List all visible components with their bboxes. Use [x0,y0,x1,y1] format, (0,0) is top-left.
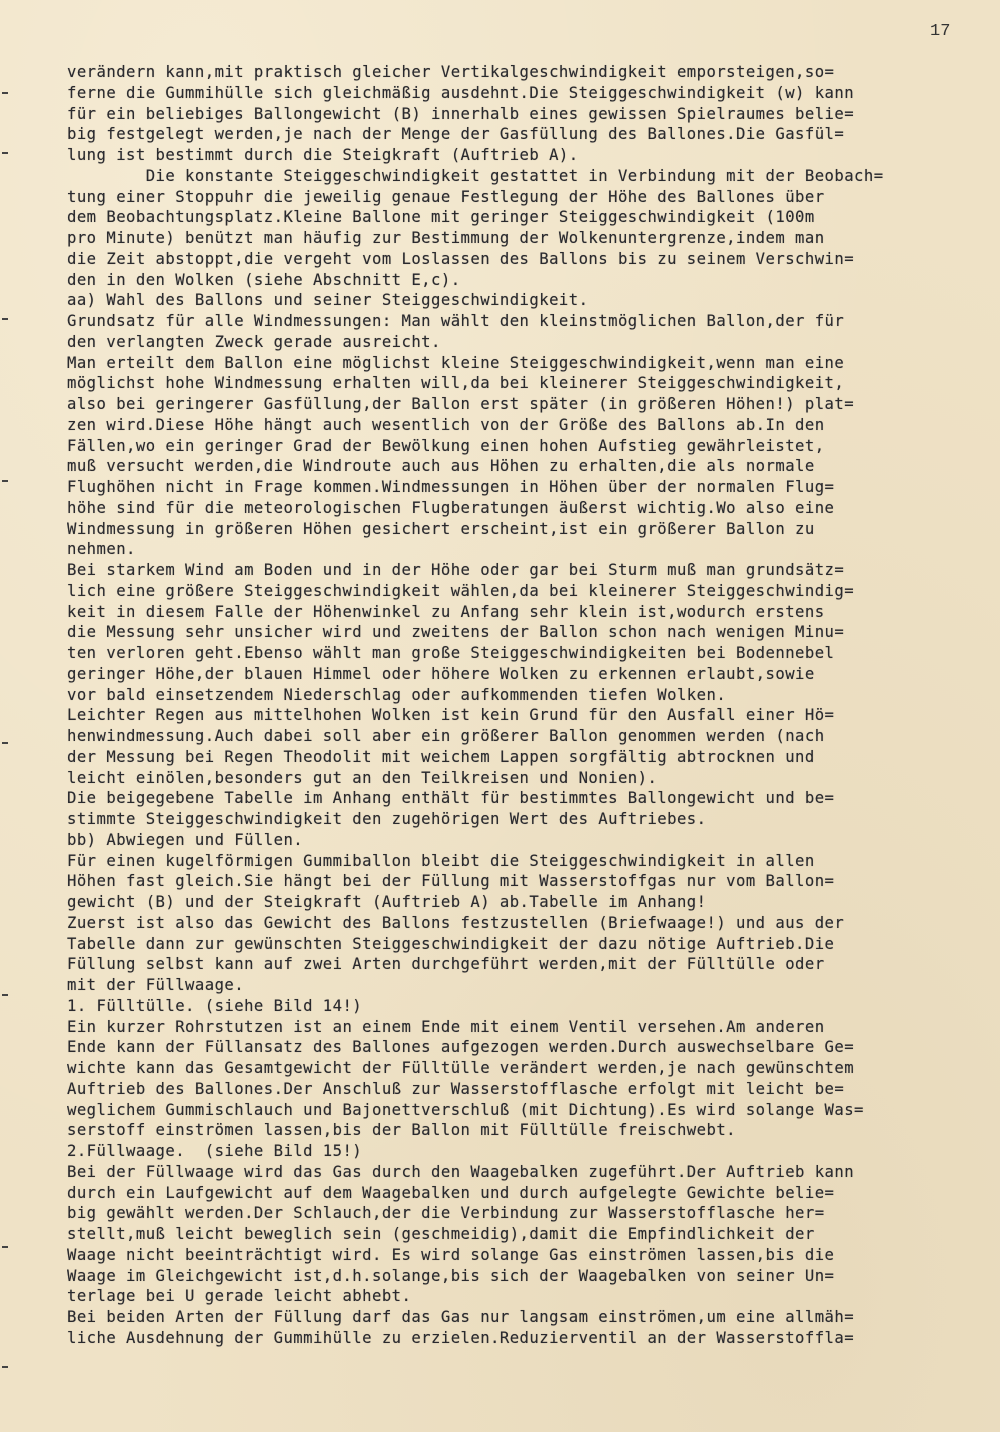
margin-mark [2,994,8,996]
text-line: lung ist bestimmt durch die Steigkraft (Auftrieb A). [67,146,579,164]
text-line: Fällen,wo ein geringer Grad der Bewölkung einen hohen Aufstieg gewährleistet, [67,436,825,455]
text-line: geringer Höhe,der blauen Himmel oder höhere Wolken zu erkennen erlaubt,sowie [67,664,815,683]
page-number: 17 [930,22,951,41]
text-line: weglichem Gummischlauch und Bajonettverschluß (mit Dichtung).Es wird solange Was= [67,1100,864,1119]
section-heading-aa: aa) Wahl des Ballons und seiner Steiggeschwindigkeit. [67,291,589,310]
text-line: gewicht (B) und der Steigkraft (Auftrieb A) ab.Tabelle im Anhang! [67,893,707,911]
text-line: verändern kann,mit praktisch gleicher Vertikalgeschwindigkeit emporsteigen,so= [67,63,835,81]
margin-mark [2,742,8,744]
text-line: Waage im Gleichgewicht ist,d.h.solange,bis sich der Waagebalken von seiner Un= [67,1266,835,1285]
margin-mark [2,92,8,94]
text-line: den verlangten Zweck gerade ausreicht. [67,332,441,351]
text-line: die Messung sehr unsicher wird und zweitens der Ballon schon nach wenigen Minu= [67,623,845,642]
text-line: Ende kann der Füllansatz des Ballones aufgezogen werden.Durch auswechselbare Ge= [67,1038,855,1057]
text-line: Bei starkem Wind am Boden und in der Höhe oder gar bei Sturm muß man grundsätz= [67,561,845,579]
subsection-heading-fuelltuelle: 1. Fülltülle. (siehe Bild 14!) [67,996,363,1015]
text-line: Füllung selbst kann auf zwei Arten durchgeführt werden,mit der Fülltülle oder [67,955,825,974]
text-line: Flughöhen nicht in Frage kommen.Windmessungen in Höhen über der normalen Flug= [67,478,835,496]
text-line: dem Beobachtungsplatz.Kleine Ballone mit geringer Steiggeschwindigkeit (100m [67,208,815,227]
text-line: Höhen fast gleich.Sie hängt bei der Füllung mit Wasserstoffgas nur vom Ballon= [67,872,835,891]
text-line: für ein beliebiges Ballongewicht (B) innerhalb eines gewissen Spielraumes belie= [67,104,855,123]
margin-punch-marks [0,0,20,1432]
text-line: Bei beiden Arten der Füllung darf das Gas nur langsam einströmen,um eine allmäh= [67,1308,855,1326]
text-line: Die beigegebene Tabelle im Anhang enthält für bestimmtes Ballongewicht und be= [67,789,835,808]
margin-mark [2,1366,8,1368]
text-line: ten verloren geht.Ebenso wählt man große Steiggeschwindigkeiten bei Bodennebel [67,644,835,662]
margin-mark [2,318,8,320]
typed-text-block [67,62,992,1349]
text-line: durch ein Laufgewicht auf dem Waagebalken und durch aufgelegte Gewichte belie= [67,1183,835,1202]
text-line: Für einen kugelförmigen Gummiballon bleibt die Steiggeschwindigkeit in allen [67,851,815,870]
text-line: höhe sind für die meteorologischen Flugberatungen äußerst wichtig.Wo also eine [67,498,835,517]
text-line: Ein kurzer Rohrstutzen ist an einem Ende mit einem Ventil versehen.Am anderen [67,1017,825,1036]
text-line: nehmen. [67,540,136,559]
text-line: die Zeit abstoppt,die vergeht vom Loslassen des Ballons bis zu seinem Verschwin= [67,249,855,268]
text-line: möglichst hohe Windmessung erhalten will,da bei kleinerer Steiggeschwindigkeit, [67,374,845,393]
text-line: terlage bei U gerade leicht abhebt. [67,1287,412,1306]
text-line: Bei der Füllwaage wird das Gas durch den Waagebalken zugeführt.Der Auftrieb kann [67,1162,855,1181]
text-line: Man erteilt dem Ballon eine möglichst kleine Steiggeschwindigkeit,wenn man eine [67,353,845,372]
section-heading-bb: bb) Abwiegen und Füllen. [67,830,304,849]
margin-mark [2,480,8,482]
text-line: stellt,muß leicht beweglich sein (geschmeidig),damit die Empfindlichkeit der [67,1225,815,1243]
text-line: Zuerst ist also das Gewicht des Ballons festzustellen (Briefwaage!) und aus der [67,913,845,932]
text-line: lich eine größere Steiggeschwindigkeit wählen,da bei kleinerer Steiggeschwindig= [67,581,855,600]
text-line: zen wird.Diese Höhe hängt auch wesentlich von der Größe des Ballons ab.In den [67,415,825,434]
text-line: Die konstante Steiggeschwindigkeit gestattet in Verbindung mit der Beobach= [67,166,884,185]
text-line: ferne die Gummihülle sich gleichmäßig ausdehnt.Die Steiggeschwindigkeit (w) kann [67,83,855,102]
text-line: mit der Füllwaage. [67,976,245,994]
text-line: Windmessung in größeren Höhen gesichert erscheint,ist ein größerer Ballon zu [67,519,815,538]
text-line: Auftrieb des Ballones.Der Anschluß zur Wasserstofflasche erfolgt mit leicht be= [67,1079,845,1098]
subsection-heading-fuellwaage: 2.Füllwaage. (siehe Bild 15!) [67,1142,363,1160]
text-line: wichte kann das Gesamtgewicht der Fülltülle verändert werden,je nach gewünschtem [67,1059,855,1077]
text-line: den in den Wolken (siehe Abschnitt E,c). [67,270,461,289]
text-line: stimmte Steiggeschwindigkeit den zugehörigen Wert des Auftriebes. [67,810,707,828]
text-line: tung einer Stoppuhr die jeweilig genaue Festlegung der Höhe des Ballones über [67,187,825,206]
text-line: Tabelle dann zur gewünschten Steiggeschwindigkeit der dazu nötige Auftrieb.Die [67,934,835,953]
text-line: leicht einölen,besonders gut an den Teilkreisen und Nonien). [67,768,658,787]
text-line: Grundsatz für alle Windmessungen: Man wählt den kleinstmöglichen Ballon,der für [67,312,845,330]
margin-mark [2,1246,8,1248]
text-line: also bei geringerer Gasfüllung,der Ballon erst später (in größeren Höhen!) plat= [67,395,855,413]
text-line: Leichter Regen aus mittelhohen Wolken ist kein Grund für den Ausfall einer Hö= [67,706,835,725]
text-line: liche Ausdehnung der Gummihülle zu erzielen.Reduzierventil an der Wasserstoffla= [67,1328,855,1347]
text-line: pro Minute) benützt man häufig zur Bestimmung der Wolkenuntergrenze,indem man [67,229,825,247]
text-line: keit in diesem Falle der Höhenwinkel zu Anfang sehr klein ist,wodurch erstens [67,602,825,621]
text-line: Waage nicht beeinträchtigt wird. Es wird solange Gas einströmen lassen,bis die [67,1245,835,1264]
text-line: big gewählt werden.Der Schlauch,der die Verbindung zur Wasserstofflasche her= [67,1204,825,1223]
text-line: vor bald einsetzendem Niederschlag oder aufkommenden tiefen Wolken. [67,685,727,704]
text-line: big festgelegt werden,je nach der Menge der Gasfüllung des Ballones.Die Gasfül= [67,125,845,144]
text-line: der Messung bei Regen Theodolit mit weichem Lappen sorgfältig abtrocknen und [67,747,815,766]
text-line: henwindmessung.Auch dabei soll aber ein größerer Ballon genommen werden (nach [67,727,825,745]
text-line: muß versucht werden,die Windroute auch aus Höhen zu erhalten,die als normale [67,457,815,476]
text-line: serstoff einströmen lassen,bis der Ballon mit Fülltülle freischwebt. [67,1121,736,1140]
margin-mark [2,152,8,154]
